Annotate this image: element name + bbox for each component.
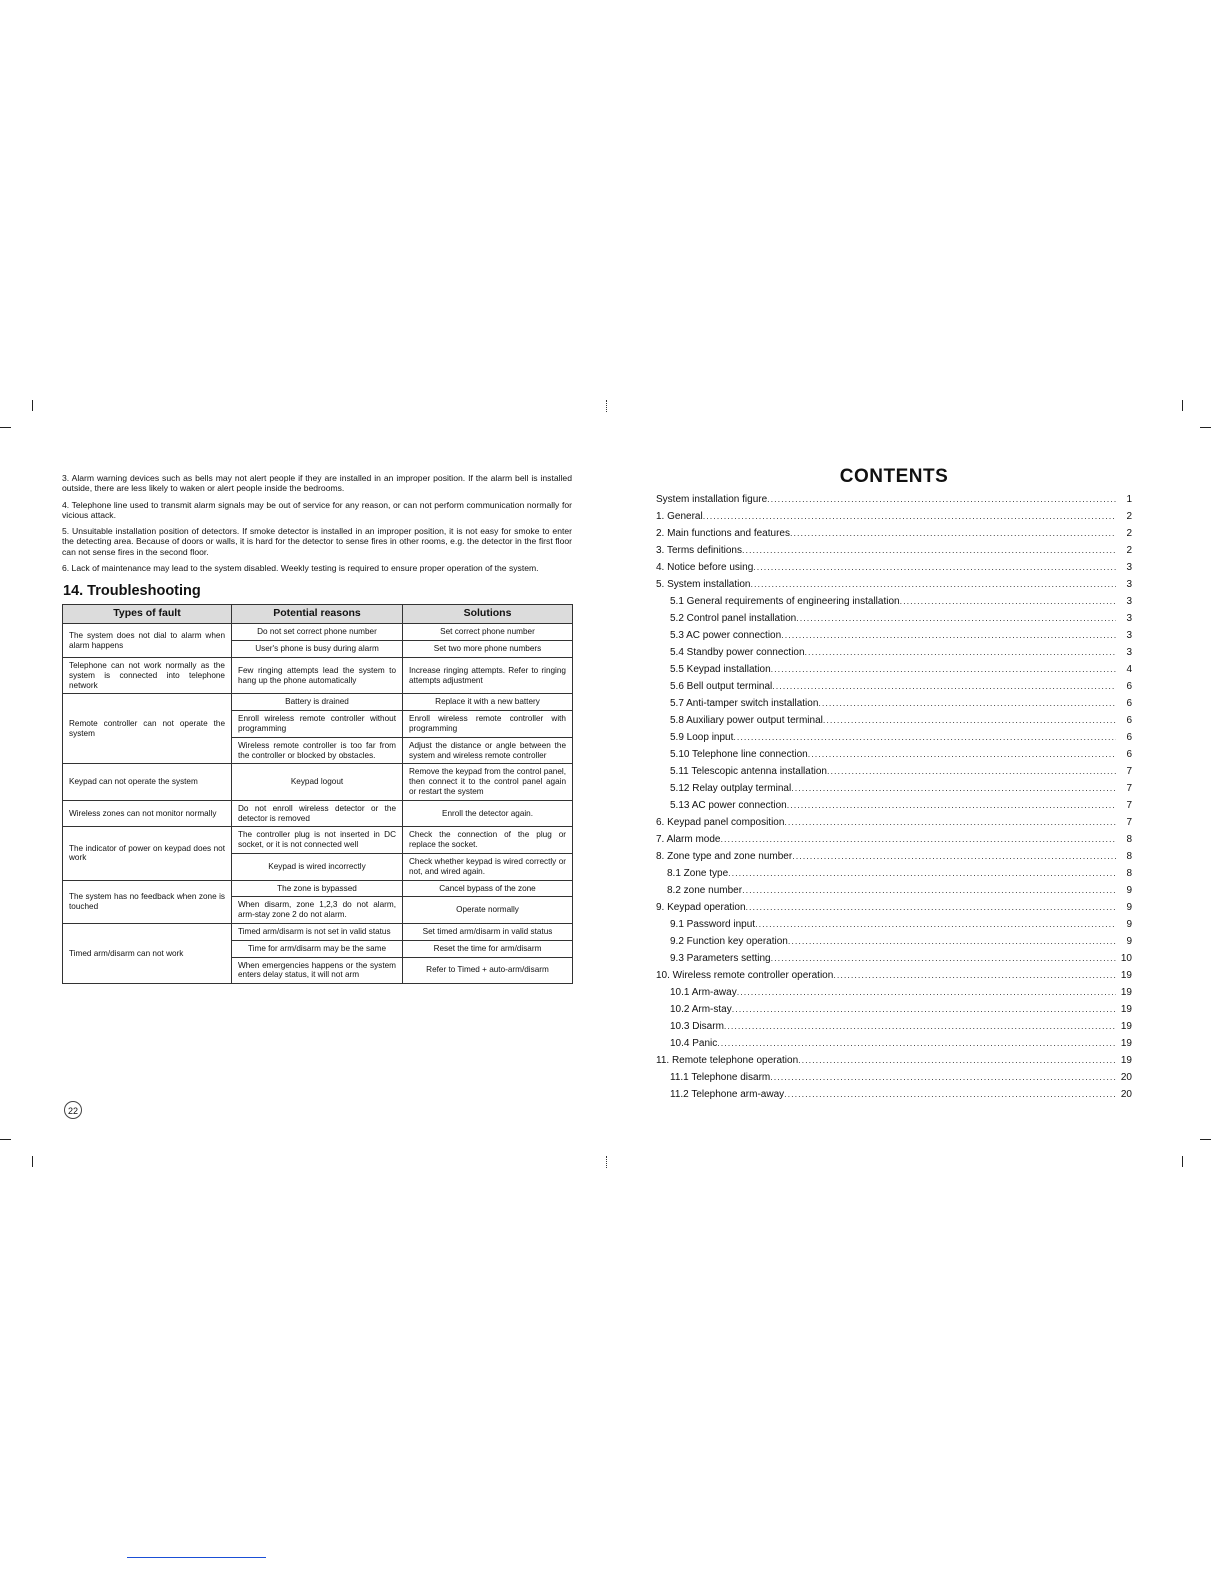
toc-entry-label: 9.1 Password input [670, 919, 756, 930]
toc-entry-page: 1 [1126, 494, 1132, 505]
toc-entry-page: 19 [1120, 1038, 1132, 1049]
solution-cell: Set two more phone numbers [403, 641, 573, 658]
toc-entry-label: 5.10 Telephone line connection [670, 749, 808, 760]
reason-cell: Wireless remote controller is too far from the controller or blocked by obstacles. [232, 737, 403, 764]
toc-dot-leader [833, 970, 1116, 980]
toc-entry-label: 10.2 Arm-stay [670, 1004, 732, 1015]
toc-entry-label: 4. Notice before using [656, 562, 754, 573]
right-page [656, 466, 1132, 1106]
fault-cell: The indicator of power on keypad does not work [63, 827, 232, 880]
toc-entry [656, 953, 1132, 970]
toc-entry-label: 7. Alarm mode [656, 834, 721, 845]
toc-entry-page: 6 [1126, 698, 1132, 709]
solution-cell: Replace it with a new battery [403, 694, 573, 711]
toc-dot-leader [788, 936, 1116, 946]
toc-entry [656, 647, 1132, 664]
toc-entry [656, 885, 1132, 902]
column-header: Solutions [403, 605, 573, 624]
toc-entry-page: 8 [1126, 851, 1132, 862]
toc-entry-page: 7 [1126, 817, 1132, 828]
toc-entry [656, 868, 1132, 885]
toc-dot-leader [733, 732, 1116, 742]
fault-cell: The system has no feedback when zone is touched [63, 880, 232, 923]
toc-entry [656, 596, 1132, 613]
toc-entry [656, 494, 1132, 511]
fault-cell: The system does not dial to alarm when alarm happens [63, 624, 232, 658]
toc-entry-label: 1. General [656, 511, 703, 522]
toc-entry [656, 698, 1132, 715]
toc-entry-page: 6 [1126, 749, 1132, 760]
solution-cell: Increase ringing attempts. Refer to ringing attempts adjustment [403, 657, 573, 693]
toc-entry [656, 1089, 1132, 1106]
toc-entry-page: 7 [1126, 766, 1132, 777]
toc-entry-label: 5.13 AC power connection [670, 800, 787, 811]
toc-dot-leader [717, 1038, 1116, 1048]
toc-dot-leader [808, 749, 1116, 759]
toc-dot-leader [737, 987, 1116, 997]
toc-entry-label: 10. Wireless remote controller operation [656, 970, 834, 981]
reason-cell: Battery is drained [232, 694, 403, 711]
crop-mark [0, 427, 11, 428]
toc-entry-label: 10.1 Arm-away [670, 987, 737, 998]
toc-entry-page: 2 [1126, 545, 1132, 556]
solution-cell: Operate normally [403, 897, 573, 924]
toc-entry-label: 5.5 Keypad installation [670, 664, 771, 675]
toc-dot-leader [724, 1021, 1116, 1031]
toc-entry [656, 800, 1132, 817]
toc-dot-leader [770, 1072, 1116, 1082]
reason-cell: The zone is bypassed [232, 880, 403, 897]
toc-entry [656, 936, 1132, 953]
paragraph: 4. Telephone line used to transmit alarm signals may be out of service for any reason, or can not perform communication normally for vicious attack. [62, 499, 572, 520]
toc-dot-leader [771, 664, 1116, 674]
toc-entry [656, 783, 1132, 800]
toc-entry [656, 732, 1132, 749]
toc-dot-leader [787, 800, 1116, 810]
toc-entry-page: 4 [1126, 664, 1132, 675]
toc-dot-leader [900, 596, 1116, 606]
toc-entry-label: 5.2 Control panel installation [670, 613, 797, 624]
toc-dot-leader [732, 1004, 1116, 1014]
toc-entry-page: 3 [1126, 647, 1132, 658]
toc-entry [656, 579, 1132, 596]
toc-entry [656, 1055, 1132, 1072]
toc-entry [656, 902, 1132, 919]
toc-dot-leader [755, 919, 1116, 929]
column-header: Types of fault [63, 605, 232, 624]
toc-entry-page: 2 [1126, 511, 1132, 522]
toc-dot-leader [720, 834, 1116, 844]
table-row [63, 880, 573, 897]
toc-dot-leader [798, 1055, 1116, 1065]
toc-dot-leader [781, 630, 1116, 640]
toc-entry-page: 6 [1126, 732, 1132, 743]
toc-dot-leader [703, 511, 1116, 521]
toc-entry-label: 11.1 Telephone disarm [670, 1072, 771, 1083]
toc-entry-page: 9 [1126, 885, 1132, 896]
reason-cell: When emergencies happens or the system enters delay status, it will not arm [232, 957, 403, 984]
reason-cell: Keypad logout [232, 764, 403, 800]
toc-entry-page: 3 [1126, 613, 1132, 624]
toc-entry-label: 2. Main functions and features [656, 528, 790, 539]
table-row [63, 694, 573, 711]
toc-entry [656, 766, 1132, 783]
reason-cell: User's phone is busy during alarm [232, 641, 403, 658]
crop-mark [0, 1139, 11, 1140]
toc-entry-label: 5.12 Relay outplay terminal [670, 783, 792, 794]
toc-entry-page: 19 [1120, 1021, 1132, 1032]
table-header-row [63, 605, 573, 624]
reason-cell: The controller plug is not inserted in DC socket, or it is not connected well [232, 827, 403, 854]
reason-cell: Do not enroll wireless detector or the detector is removed [232, 800, 403, 827]
toc-entry [656, 511, 1132, 528]
toc-entry-page: 20 [1120, 1089, 1132, 1100]
toc-entry-page: 19 [1120, 1055, 1132, 1066]
contents-title: CONTENTS [839, 466, 949, 487]
toc-entry-label: 10.4 Panic [670, 1038, 718, 1049]
toc-entry-label: 5.8 Auxiliary power output terminal [670, 715, 823, 726]
toc-entry-label: 5.3 AC power connection [670, 630, 782, 641]
crop-mark [1182, 1156, 1183, 1167]
reason-cell: Keypad is wired incorrectly [232, 853, 403, 880]
toc-entry-label: 11. Remote telephone operation [656, 1055, 799, 1066]
toc-entry [656, 664, 1132, 681]
toc-entry [656, 1021, 1132, 1038]
table-row [63, 624, 573, 641]
toc-dot-leader [827, 766, 1116, 776]
toc-entry-page: 19 [1120, 1004, 1132, 1015]
toc-entry [656, 562, 1132, 579]
reason-cell: When disarm, zone 1,2,3 do not alarm, arm-stay zone 2 do not alarm. [232, 897, 403, 924]
table-row [63, 827, 573, 854]
toc-entry [656, 528, 1132, 545]
toc-dot-leader [796, 613, 1116, 623]
left-page [62, 473, 572, 984]
toc-dot-leader [823, 715, 1116, 725]
toc-entry-label: 5.7 Anti-tamper switch installation [670, 698, 819, 709]
toc-entry-page: 20 [1120, 1072, 1132, 1083]
toc-entry-page: 7 [1126, 800, 1132, 811]
toc-dot-leader [771, 953, 1116, 963]
column-header: Potential reasons [232, 605, 403, 624]
toc-entry [656, 630, 1132, 647]
toc-entry-page: 6 [1126, 715, 1132, 726]
toc-entry-page: 9 [1126, 902, 1132, 913]
paragraph: 6. Lack of maintenance may lead to the system disabled. Weekly testing is required to ensure proper operation of the system. [62, 563, 539, 574]
toc-entry [656, 613, 1132, 630]
solution-cell: Enroll the detector again. [403, 800, 573, 827]
toc-entry-page: 19 [1120, 987, 1132, 998]
crop-mark [32, 400, 33, 411]
scan-artifact-line [127, 1557, 266, 1558]
reason-cell: Do not set correct phone number [232, 624, 403, 641]
toc-entry [656, 987, 1132, 1004]
toc-entry-label: 5.4 Standby power connection [670, 647, 805, 658]
reason-cell: Timed arm/disarm is not set in valid status [232, 923, 403, 940]
toc-entry [656, 1004, 1132, 1021]
table-row [63, 923, 573, 940]
toc-entry-label: System installation figure [656, 494, 768, 505]
toc-entry-page: 3 [1126, 630, 1132, 641]
toc-entry [656, 1038, 1132, 1055]
toc-dot-leader [818, 698, 1116, 708]
crop-mark [1182, 400, 1183, 411]
solution-cell: Enroll wireless remote controller with programming [403, 711, 573, 738]
toc-dot-leader [746, 902, 1116, 912]
toc-entry-label: 5.9 Loop input [670, 732, 734, 743]
reason-cell: Few ringing attempts lead the system to hang up the phone automatically [232, 657, 403, 693]
table-row [63, 764, 573, 800]
fault-cell: Wireless zones can not monitor normally [63, 800, 232, 827]
solution-cell: Refer to Timed + auto-arm/disarm [403, 957, 573, 984]
toc-dot-leader [791, 783, 1116, 793]
toc-entry [656, 851, 1132, 868]
toc-entry-page: 8 [1126, 868, 1132, 879]
toc-entry-page: 3 [1126, 562, 1132, 573]
toc-dot-leader [767, 494, 1116, 504]
troubleshooting-table [62, 604, 573, 984]
toc-entry-label: 6. Keypad panel composition [656, 817, 785, 828]
toc-entry [656, 834, 1132, 851]
fault-cell: Keypad can not operate the system [63, 764, 232, 800]
toc-entry [656, 749, 1132, 766]
toc-entry-page: 3 [1126, 579, 1132, 590]
toc-entry-page: 8 [1126, 834, 1132, 845]
toc-entry-page: 10 [1120, 953, 1132, 964]
section-title: 14. Troubleshooting [63, 583, 201, 600]
paragraph: 5. Unsuitable installation position of detectors. If smoke detector is installed in an improper position, it is not easy for smoke to enter the detecting area. Because of doors or walls, it is hard for the detector to sense fires in other rooms, e.g. the detector in the first floor can not sense fires in the second floor. [62, 526, 572, 557]
fault-cell: Telephone can not work normally as the system is connected into telephone network [63, 657, 232, 693]
toc-dot-leader [805, 647, 1116, 657]
crop-mark [32, 1156, 33, 1167]
solution-cell: Reset the time for arm/disarm [403, 940, 573, 957]
crop-mark [606, 400, 608, 412]
reason-cell: Enroll wireless remote controller without programming [232, 711, 403, 738]
toc-dot-leader [751, 579, 1117, 589]
reason-cell: Time for arm/disarm may be the same [232, 940, 403, 957]
crop-mark [606, 1156, 608, 1168]
solution-cell: Remove the keypad from the control panel, then connect it to the control panel again or restart the system [403, 764, 573, 800]
solution-cell: Adjust the distance or angle between the system and wireless remote controller [403, 737, 573, 764]
page-number: 22 [64, 1101, 82, 1119]
toc-dot-leader [742, 545, 1116, 555]
toc-dot-leader [728, 868, 1116, 878]
toc-entry [656, 715, 1132, 732]
toc-entry-page: 7 [1126, 783, 1132, 794]
toc-entry-label: 9. Keypad operation [656, 902, 746, 913]
toc-entry-page: 9 [1126, 919, 1132, 930]
toc-entry-page: 19 [1120, 970, 1132, 981]
toc-entry-label: 8. Zone type and zone number [656, 851, 793, 862]
toc-entry-page: 2 [1126, 528, 1132, 539]
toc-entry-page: 3 [1126, 596, 1132, 607]
toc-entry-label: 9.2 Function key operation [670, 936, 788, 947]
toc-entry-label: 5.6 Bell output terminal [670, 681, 773, 692]
toc-dot-leader [792, 851, 1116, 861]
toc-entry [656, 817, 1132, 834]
toc-dot-leader [772, 681, 1116, 691]
toc-list [656, 494, 1132, 1106]
toc-entry-page: 6 [1126, 681, 1132, 692]
solution-cell: Set correct phone number [403, 624, 573, 641]
toc-dot-leader [790, 528, 1116, 538]
toc-entry [656, 970, 1132, 987]
toc-entry-label: 8.2 zone number [667, 885, 743, 896]
toc-entry-label: 9.3 Parameters setting [670, 953, 771, 964]
toc-entry-label: 5. System installation [656, 579, 751, 590]
toc-dot-leader [784, 1089, 1116, 1099]
toc-entry [656, 545, 1132, 562]
table-row [63, 800, 573, 827]
fault-cell: Timed arm/disarm can not work [63, 923, 232, 983]
toc-entry [656, 919, 1132, 936]
table-row [63, 657, 573, 693]
toc-entry-label: 11.2 Telephone arm-away [670, 1089, 785, 1100]
toc-entry-label: 5.1 General requirements of engineering installation [670, 596, 900, 607]
solution-cell: Check the connection of the plug or replace the socket. [403, 827, 573, 854]
solution-cell: Cancel bypass of the zone [403, 880, 573, 897]
toc-dot-leader [742, 885, 1116, 895]
toc-entry-label: 10.3 Disarm [670, 1021, 724, 1032]
toc-entry [656, 1072, 1132, 1089]
crop-mark [1200, 427, 1211, 428]
solution-cell: Check whether keypad is wired correctly or not, and wired again. [403, 853, 573, 880]
toc-entry [656, 681, 1132, 698]
toc-entry-page: 9 [1126, 936, 1132, 947]
toc-dot-leader [784, 817, 1116, 827]
paragraph: 3. Alarm warning devices such as bells may not alert people if they are installed in an improper position. If the alarm bell is installed outside, there are less likely to waken or alert people inside the bedrooms. [62, 473, 572, 494]
crop-mark [1200, 1139, 1211, 1140]
toc-entry-label: 5.11 Telescopic antenna installation [670, 766, 827, 777]
fault-cell: Remote controller can not operate the system [63, 694, 232, 764]
toc-dot-leader [753, 562, 1116, 572]
toc-entry-label: 8.1 Zone type [667, 868, 729, 879]
toc-entry-label: 3. Terms definitions [656, 545, 742, 556]
solution-cell: Set timed arm/disarm in valid status [403, 923, 573, 940]
